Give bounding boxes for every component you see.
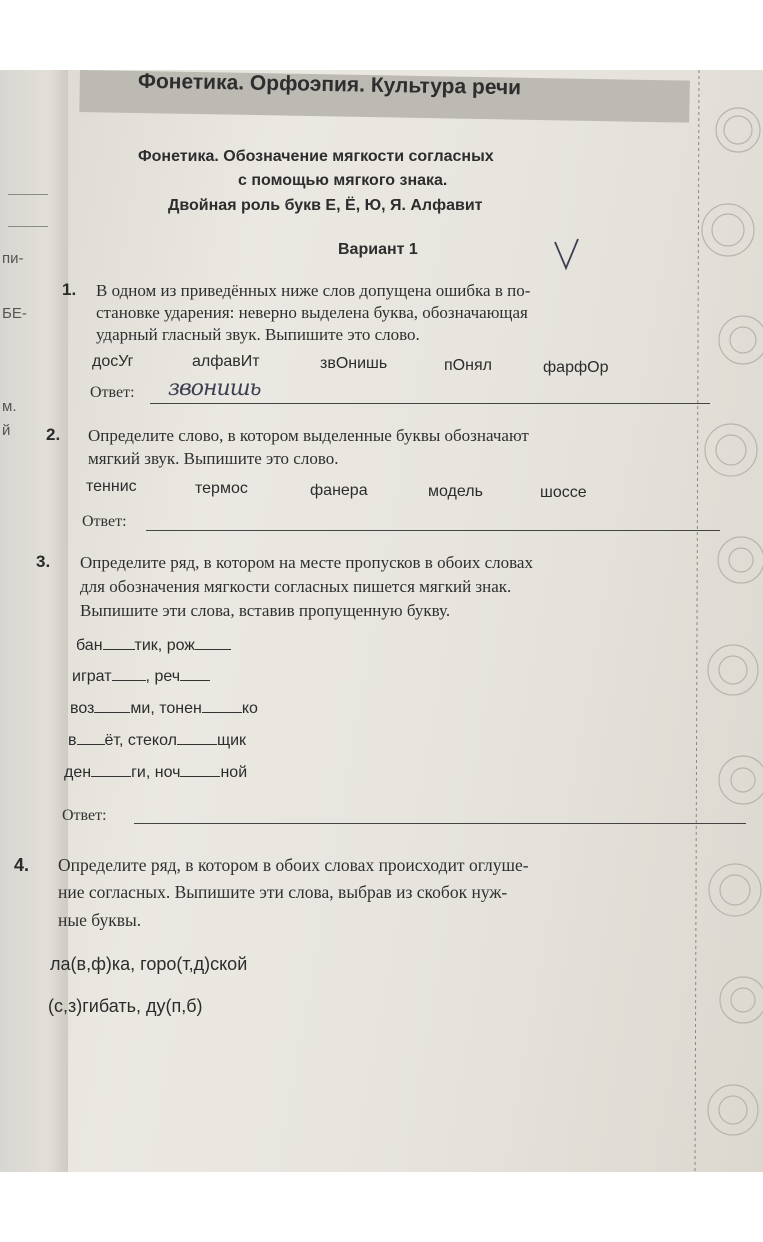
answer-label: Ответ: — [90, 384, 135, 401]
fill-in-row — [72, 668, 210, 686]
fill-in-part: воз — [70, 700, 95, 717]
question-3-text-line: Определите ряд, в котором на месте пропусков в обоих словах — [80, 553, 533, 572]
fill-in-row — [76, 637, 231, 655]
answer-option-word: термос — [195, 480, 248, 497]
question-number: 3. — [36, 552, 51, 571]
question-number: 1. — [62, 280, 77, 299]
blank-gap[interactable] — [177, 744, 217, 745]
fill-in-part: щик — [216, 732, 247, 749]
fill-in-part: тик, рож — [134, 637, 196, 654]
answer-option-row: ла(в,ф)ка, горо(т,д)ской — [50, 954, 248, 974]
question-4-text-line: Определите ряд, в котором в обоих словах происходит оглуше- — [58, 855, 529, 875]
question-2-text-line: мягкий звук. Выпишите это слово. — [88, 449, 339, 468]
blank-gap[interactable] — [180, 680, 210, 681]
left-page-fragment: й — [2, 422, 11, 439]
left-page-fragment: пи- — [2, 250, 24, 267]
answer-option-word: алфавИт — [192, 353, 260, 370]
blank-gap[interactable] — [94, 712, 130, 713]
section-banner-title: Фонетика. Орфоэпия. Культура речи — [137, 70, 522, 100]
fill-in-part: ги, ноч — [131, 764, 181, 781]
fill-in-row — [64, 764, 247, 782]
handwritten-check-mark — [552, 236, 582, 272]
question-1-text-line: В одном из приведённых ниже слов допущена ошибка в по- — [96, 281, 531, 300]
blank-gap[interactable] — [77, 744, 105, 745]
answer-label: Ответ: — [82, 513, 127, 530]
topic-title-line-3: Двойная роль букв Е, Ё, Ю, Я. Алфавит — [168, 197, 483, 214]
blank-gap[interactable] — [112, 680, 146, 681]
blank-gap[interactable] — [180, 776, 220, 777]
left-page-fragment: БЕ- — [2, 305, 27, 322]
fill-in-part: бан — [76, 637, 103, 654]
blank-gap[interactable] — [195, 649, 231, 650]
fill-in-part: ми, тонен — [130, 700, 202, 717]
question-2-text-line: Определите слово, в котором выделенные буквы обозначают — [88, 426, 529, 445]
question-number: 2. — [46, 425, 61, 444]
fill-in-part: ной — [220, 764, 248, 781]
question-4-text-line: ные буквы. — [58, 910, 142, 930]
answer-option-word: досУг — [92, 353, 134, 370]
question-1-text-line: ударный гласный звук. Выпишите это слово. — [96, 325, 420, 344]
answer-option-word: пОнял — [444, 357, 492, 374]
answer-option-row: (с,з)гибать, ду(п,б) — [48, 996, 203, 1016]
fill-in-part: ёт, стекол — [104, 732, 177, 749]
fill-in-part: в — [68, 732, 77, 749]
answer-option-word: звОнишь — [320, 355, 388, 372]
fill-in-part: ден — [64, 764, 92, 781]
question-number: 4. — [14, 855, 30, 875]
answer-option-word: шоссе — [540, 484, 587, 501]
fill-in-part: ко — [241, 700, 258, 717]
handwritten-answer: звонишь — [168, 376, 261, 401]
blank-gap[interactable] — [91, 776, 131, 777]
worksheet-photo — [0, 70, 763, 1172]
answer-label: Ответ: — [62, 807, 107, 824]
question-3-text-line: для обозначения мягкости согласных пишется мягкий знак. — [80, 577, 512, 596]
answer-option-word: фарфОр — [543, 359, 609, 376]
left-page-fragment: м. — [2, 398, 17, 415]
question-1-text-line: становке ударения: неверно выделена буква, обозначающая — [96, 303, 528, 322]
topic-title-line-1: Фонетика. Обозначение мягкости согласных — [138, 148, 494, 165]
fill-in-row — [68, 732, 246, 750]
question-3-text-line: Выпишите эти слова, вставив пропущенную букву. — [80, 601, 451, 620]
fill-in-part: , реч — [145, 668, 181, 685]
topic-title-line-2: с помощью мягкого знака. — [238, 172, 448, 189]
answer-option-word: фанера — [310, 482, 368, 499]
answer-option-word: модель — [428, 483, 483, 500]
answer-option-word: теннис — [86, 478, 137, 495]
worksheet-content — [0, 70, 763, 1172]
question-4-text-line: ние согласных. Выпишите эти слова, выбрав из скобок нуж- — [58, 882, 508, 902]
blank-gap[interactable] — [103, 649, 135, 650]
answer-line[interactable] — [150, 403, 710, 404]
blank-gap[interactable] — [202, 712, 242, 713]
answer-line[interactable] — [146, 530, 720, 531]
fill-in-row — [70, 700, 258, 718]
variant-label: Вариант 1 — [338, 241, 418, 258]
answer-line[interactable] — [134, 823, 746, 824]
fill-in-part: играт — [72, 668, 112, 685]
